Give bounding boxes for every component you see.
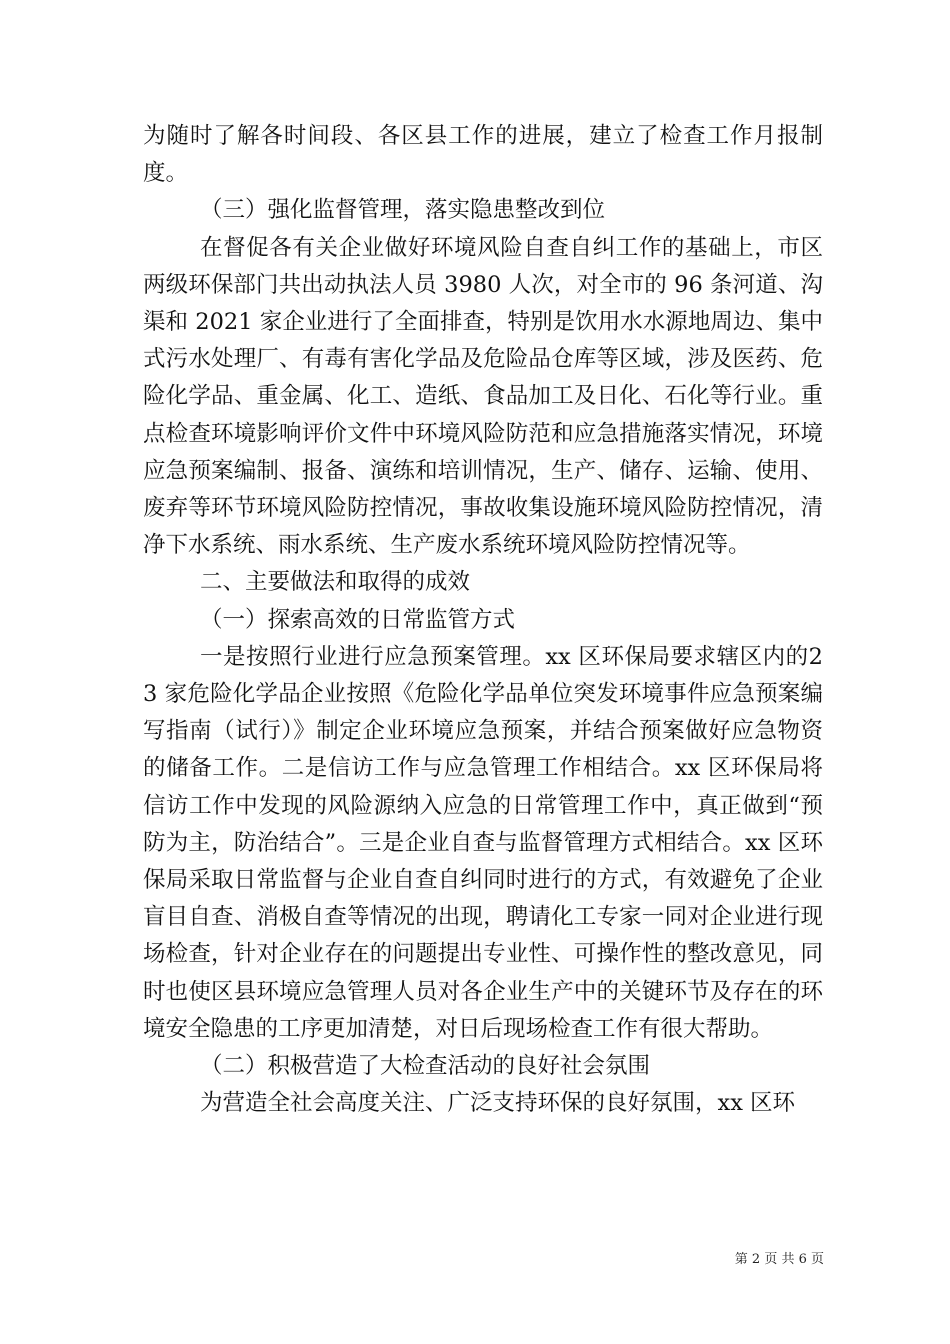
section-heading-2: （二）积极营造了大检查活动的良好社会氛围 (200, 1053, 651, 1080)
section-heading-main-practices: 二、主要做法和取得的成效 (200, 569, 471, 596)
paragraph-supervision-methods: 一是按照行业进行应急预案管理。xx 区环保局要求辖区内的23 家危险化学品企业按照《危险化学品单位突发环境事件应急预案编写指南（试行）》制定企业环境应急预案，并结合预案做好应急物资的储备工作。二是信访工作与应急管理工作相结合。xx 区环保局将信访工作中发现的风险源纳入应急的日常管理工作中，真正做到“预防为主，防治结合”。三是企业自查与监督管理方式相结合。xx 区环保局采取日常监督与企业自查自纠同时进行的方式，有效避免了企业盲目自查、消极自查等情况的出现，聘请化工专家一同对企业进行现场检查，针对企业存在的问题提出专业性、可操作性的整改意见，同时也使区县环境应急管理人员对各企业生产中的关键环节及存在的环境安全隐患的工序更加清楚，对日后现场检查工作有很大帮助。 (143, 643, 823, 1042)
section-heading-1: （一）探索高效的日常监管方式 (200, 606, 516, 633)
document-body (143, 118, 823, 1122)
paragraph-inspection: 在督促各有关企业做好环境风险自查自纠工作的基础上，市区两级环保部门共出动执法人员 3980 人次，对全市的 96 条河道、沟渠和 2021 家企业进行了全面排查，特别是饮用水水源地周边、集中式污水处理厂、有毒有害化学品及危险品仓库等区域，涉及医药、危险化学品、重金属、化工、造纸、食品加工及日化、石化等行业。重点检查环境影响评价文件中环境风险防范和应急措施落实情况，环境应急预案编制、报备、演练和培训情况，生产、储存、运输、使用、废弃等环节环境风险防控情况，事故收集设施环境风险防控情况，清净下水系统、雨水系统、生产废水系统环境风险防控情况等。 (143, 234, 823, 559)
paragraph-continuation: 为随时了解各时间段、各区县工作的进展，建立了检查工作月报制度。 (143, 123, 823, 187)
page-number-footer: 第 2 页 共 6 页 (734, 1252, 824, 1267)
section-heading-3: （三）强化监督管理，落实隐患整改到位 (200, 197, 606, 224)
paragraph-atmosphere: 为营造全社会高度关注、广泛支持环保的良好氛围，xx 区环 (200, 1090, 796, 1117)
